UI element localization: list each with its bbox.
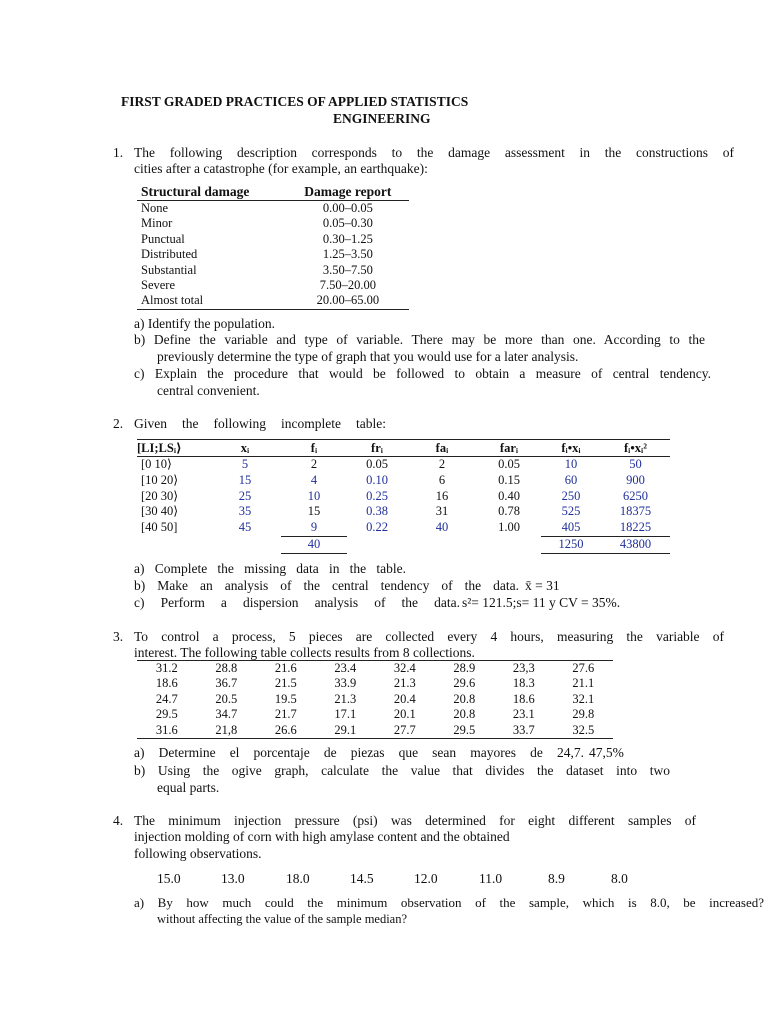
xi-cell: 25 xyxy=(238,488,252,503)
data-cell: 27.6 xyxy=(554,661,614,677)
q1-number: 1. xyxy=(113,145,124,160)
fixi2-cell: 900 xyxy=(626,472,645,487)
data-cell: 32.1 xyxy=(572,691,595,706)
fai-cell: 40 xyxy=(435,520,449,535)
q4-part-a-line2: without affecting the value of the sample median? xyxy=(157,912,408,926)
fai-cell: 31 xyxy=(435,504,449,519)
report-cell: 3.50–7.50 xyxy=(322,262,373,277)
fixi-cell: 405 xyxy=(561,520,581,535)
data-cell: 21,8 xyxy=(197,723,257,739)
report-cell: 0.30–1.25 xyxy=(322,231,373,246)
data-cell: 23.4 xyxy=(316,661,376,677)
data-cell: 21.6 xyxy=(256,661,316,677)
q4-number: 4. xyxy=(113,813,124,828)
fi-cell: 9 xyxy=(310,520,318,535)
data-cell: 36.7 xyxy=(215,676,238,691)
data-cell: 18.6 xyxy=(155,676,178,691)
fixi2-total: 43800 xyxy=(601,536,670,553)
report-cell: 0.05–0.30 xyxy=(322,216,373,231)
q3-part-a-answer: 47,5% xyxy=(589,745,624,760)
damage-cell: Substantial xyxy=(141,262,197,277)
fixi-cell: 10 xyxy=(564,457,578,471)
report-cell: 20.00–65.00 xyxy=(287,293,409,309)
table-row xyxy=(137,520,670,536)
fai-cell: 16 xyxy=(435,488,449,503)
fixi-cell: 250 xyxy=(561,488,581,503)
data-cell: 33.9 xyxy=(334,676,357,691)
data-cell: 27.7 xyxy=(375,723,435,739)
data-cell: 21.7 xyxy=(274,707,297,722)
report-cell: 1.25–3.50 xyxy=(322,247,373,262)
table-row xyxy=(137,263,409,278)
q4-text-line3: following observations. xyxy=(134,846,262,861)
xi-cell: 5 xyxy=(241,457,249,471)
page-subtitle: ENGINEERING xyxy=(333,111,431,126)
q1-part-b-line2: previously determine the type of graph that you would use for a later analysis. xyxy=(157,349,579,364)
fi-cell: 10 xyxy=(307,488,321,503)
interval-header: [LI;LSᵢ⟩ xyxy=(137,440,209,457)
fri-cell: 0.10 xyxy=(366,472,388,487)
q1-text-line2: cities after a catastrophe (for example, an earthquake): xyxy=(134,161,428,176)
q4-text-line1: The minimum injection pressure (psi) was determined for eight different samples of xyxy=(134,813,696,828)
fai-cell: 6 xyxy=(438,472,446,487)
observation-value: 13.0 xyxy=(221,871,245,886)
q3-text-line1: To control a process, 5 pieces are collected every 4 hours, measuring the variable of xyxy=(134,629,724,644)
observation-value: 8.9 xyxy=(548,871,565,886)
table-row xyxy=(137,216,409,231)
data-cell: 29.5 xyxy=(155,707,178,722)
q2-part-c: c) Perform a dispersion analysis of the data. xyxy=(134,595,460,610)
fari-cell: 1.00 xyxy=(498,520,520,535)
damage-cell: Punctual xyxy=(141,231,185,246)
damage-cell: Severe xyxy=(141,278,176,293)
table-row xyxy=(137,692,613,707)
damage-cell: Distributed xyxy=(141,247,198,262)
data-cell: 23,3 xyxy=(494,661,554,677)
fi-cell: 2 xyxy=(310,457,318,471)
data-cell: 21.1 xyxy=(572,676,595,691)
page-title: FIRST GRADED PRACTICES OF APPLIED STATISTICS xyxy=(121,94,469,109)
data-cell: 20.1 xyxy=(393,707,416,722)
q3-part-b-line1: b) Using the ogive graph, calculate the value that divides the dataset into two xyxy=(134,763,670,778)
data-cell: 31.6 xyxy=(137,723,197,739)
interval-cell: [40 50] xyxy=(141,520,178,535)
xi-cell: 35 xyxy=(238,504,252,519)
table-row xyxy=(137,504,670,520)
data-cell: 31.2 xyxy=(137,661,197,677)
frequency-table xyxy=(137,439,670,554)
table-row xyxy=(137,457,670,473)
data-cell: 19.5 xyxy=(274,691,297,706)
report-col-header: Damage report xyxy=(287,183,409,201)
damage-cell: None xyxy=(141,201,169,215)
data-cell: 18.6 xyxy=(512,691,535,706)
interval-cell: [0 10⟩ xyxy=(141,457,172,471)
q1-part-a: a) Identify the population. xyxy=(134,316,275,331)
fi-total: 40 xyxy=(281,536,347,553)
q1-part-c-line1: c) Explain the procedure that would be followed to obtain a measure of central tendency. xyxy=(134,366,711,381)
observation-value: 14.5 xyxy=(350,871,374,886)
q2-dispersion-answer: s²= 121.5;s= 11 y CV = 35%. xyxy=(462,595,621,610)
observation-value: 12.0 xyxy=(414,871,438,886)
table-row xyxy=(137,489,670,505)
table-row xyxy=(137,232,409,247)
fixi-cell: 60 xyxy=(564,472,578,487)
data-cell: 29.5 xyxy=(435,723,495,739)
data-cell: 33.7 xyxy=(494,723,554,739)
totals-row xyxy=(137,536,670,553)
data-cell: 20.5 xyxy=(215,691,238,706)
fi-cell: 4 xyxy=(310,472,318,487)
q1-text-line1: The following description corresponds to the damage assessment in the constructions of xyxy=(134,145,734,160)
q3-part-b-line2: equal parts. xyxy=(157,780,220,795)
q2-part-b: b) Make an analysis of the central tendency of the data. xyxy=(134,578,519,593)
data-cell: 28.9 xyxy=(435,661,495,677)
data-cell: 23.1 xyxy=(512,707,535,722)
fari-header: farᵢ xyxy=(477,440,541,457)
interval-cell: [30 40⟩ xyxy=(141,504,179,519)
fixi2-cell: 50 xyxy=(629,457,642,471)
data-cell: 28.8 xyxy=(197,661,257,677)
damage-cell: Minor xyxy=(141,216,173,231)
fi-cell: 15 xyxy=(307,504,321,519)
fixi2-header: fᵢ•xᵢ² xyxy=(601,440,670,457)
q1-part-b-line1: b) Define the variable and type of variable. There may be more than one. According to the xyxy=(134,332,705,347)
table-row xyxy=(137,723,613,739)
table-row xyxy=(137,293,409,309)
q3-part-a: a) Determine el porcentaje de piezas que sean mayores de 24,7. xyxy=(134,745,584,760)
data-cell: 29.1 xyxy=(316,723,376,739)
fri-cell: 0.05 xyxy=(366,457,388,471)
fai-header: faᵢ xyxy=(407,440,477,457)
data-cell: 26.6 xyxy=(256,723,316,739)
data-cell: 32.5 xyxy=(554,723,614,739)
fixi-header: fᵢ•xᵢ xyxy=(541,440,601,457)
q2-xbar-answer: x̄ = 31 xyxy=(525,578,560,593)
process-table xyxy=(137,660,613,739)
table-row xyxy=(137,278,409,293)
data-cell: 29.6 xyxy=(453,676,476,691)
table-row xyxy=(137,473,670,489)
fari-cell: 0.05 xyxy=(498,457,520,471)
fixi2-cell: 18225 xyxy=(619,520,652,535)
fri-cell: 0.25 xyxy=(366,488,388,503)
q4-part-a-line1: a) By how much could the minimum observation of the sample, which is 8.0, be increased? xyxy=(134,895,764,910)
data-cell: 29.8 xyxy=(572,707,595,722)
data-cell: 21.3 xyxy=(334,691,357,706)
q2-number: 2. xyxy=(113,416,124,431)
data-cell: 17.1 xyxy=(334,707,357,722)
fai-cell: 2 xyxy=(438,457,446,471)
interval-cell: [20 30⟩ xyxy=(141,488,179,503)
data-cell: 24.7 xyxy=(155,691,178,706)
interval-cell: [10 20⟩ xyxy=(141,472,179,487)
table-row xyxy=(137,247,409,262)
fixi2-cell: 18375 xyxy=(619,504,652,519)
q3-number: 3. xyxy=(113,629,124,644)
table-row xyxy=(137,661,613,677)
xi-header: xᵢ xyxy=(209,440,281,457)
frequency-table-header xyxy=(137,440,670,457)
data-cell: 20.4 xyxy=(393,691,416,706)
fri-header: frᵢ xyxy=(347,440,407,457)
table-row xyxy=(137,201,409,217)
data-cell: 34.7 xyxy=(215,707,238,722)
fixi-total: 1250 xyxy=(541,536,601,553)
data-cell: 32.4 xyxy=(375,661,435,677)
data-cell: 20.8 xyxy=(453,691,476,706)
xi-cell: 15 xyxy=(238,472,252,487)
data-cell: 18.3 xyxy=(512,676,535,691)
damage-table-header xyxy=(137,183,409,201)
fri-cell: 0.38 xyxy=(366,504,388,519)
q1-part-c-line2: central convenient. xyxy=(157,383,260,398)
damage-col-header: Structural damage xyxy=(137,183,287,201)
q2-text: Given the following incomplete table: xyxy=(134,416,386,431)
observation-value: 18.0 xyxy=(286,871,310,886)
q4-text-line2: injection molding of corn with high amylase content and the obtained xyxy=(134,829,510,844)
table-row xyxy=(137,707,613,722)
q3-text-line2: interest. The following table collects results from 8 collections. xyxy=(134,645,475,660)
damage-table xyxy=(137,183,409,310)
fari-cell: 0.40 xyxy=(498,488,520,503)
data-cell: 21.3 xyxy=(393,676,416,691)
report-cell: 0.00–0.05 xyxy=(322,201,373,215)
fari-cell: 0.78 xyxy=(498,504,520,519)
fari-cell: 0.15 xyxy=(498,472,520,487)
damage-cell: Almost total xyxy=(137,293,287,309)
data-cell: 20.8 xyxy=(453,707,476,722)
q2-part-a: a) Complete the missing data in the table. xyxy=(134,561,406,576)
observation-value: 15.0 xyxy=(157,871,181,886)
fi-header: fᵢ xyxy=(281,440,347,457)
data-cell: 21.5 xyxy=(274,676,297,691)
fixi-cell: 525 xyxy=(561,504,581,519)
fri-cell: 0.22 xyxy=(366,520,388,535)
fixi2-cell: 6250 xyxy=(623,488,648,503)
xi-cell: 45 xyxy=(238,520,252,535)
table-row xyxy=(137,676,613,691)
report-cell: 7.50–20.00 xyxy=(319,278,376,293)
observation-value: 8.0 xyxy=(611,871,628,886)
observation-value: 11.0 xyxy=(479,871,503,886)
